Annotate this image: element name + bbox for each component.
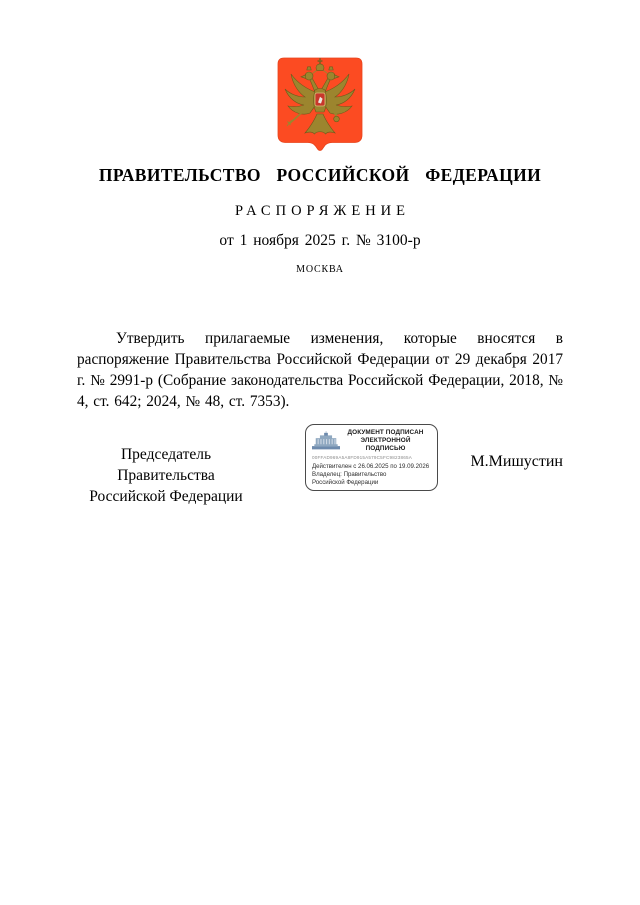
city-label: МОСКВА: [296, 264, 344, 275]
emblem-container: [77, 0, 563, 152]
stamp-title-line2: ЭЛЕКТРОННОЙ ПОДПИСЬЮ: [360, 436, 411, 452]
stamp-title-line1: ДОКУМЕНТ ПОДПИСАН: [347, 429, 424, 436]
government-building-icon: [312, 431, 340, 450]
date-and-number-line: от 1 ноября 2025 г. № 3100-р: [219, 232, 421, 249]
stamp-header: [312, 429, 431, 452]
digital-signature-stamp: [305, 424, 438, 491]
signer-name: М.Мишустин: [470, 453, 563, 470]
certificate-owner: Владелец: Правительство Российской Федерации: [312, 471, 387, 486]
signer-position-line1: Председатель Правительства: [117, 446, 215, 484]
certificate-validity: Действителен с 26.06.2025 по 19.09.2026: [312, 462, 430, 470]
order-body-text: Утвердить прилагаемые изменения, которые вносятся в распоряжение Правительства Российской Федерации от 29 декабря 2017 г. № 2991-р (Собрание законодательства Российской Федерации, 2018, № 4, ст. 642; 2024, № 48, ст. 7353).: [77, 330, 563, 410]
certificate-number: 00FFAD969A5A8FD915A579C5FC9823865A: [312, 455, 413, 461]
signature-block: [77, 424, 563, 507]
stamp-title: [340, 429, 431, 452]
signer-position: [77, 444, 255, 507]
document-type-label: РАСПОРЯЖЕНИЕ: [234, 203, 411, 219]
signer-position-line2: Российской Федерации: [89, 488, 243, 505]
issuing-authority-title: ПРАВИТЕЛЬСТВО РОССИЙСКОЙ ФЕДЕРАЦИИ: [98, 165, 542, 185]
russia-coat-of-arms-icon: [277, 57, 363, 152]
